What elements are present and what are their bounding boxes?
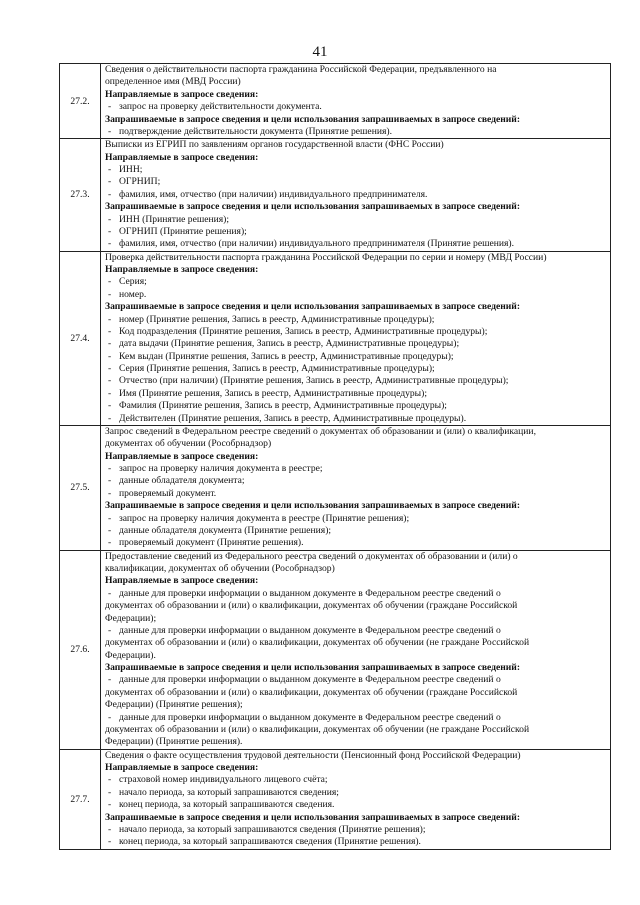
requested-header: Запрашиваемые в запросе сведения и цели использования запрашиваемых в запросе сведений: [105,811,521,823]
sent-item-text: номер. [119,288,147,300]
sent-item [105,637,607,649]
row-number: 27.2. [60,64,101,139]
row-title-line: Запрос сведений в Федеральном реестре сведений о документах об образовании и (или) о квалификации, [105,425,536,437]
row-title-line: Проверка действительности паспорта гражданина Российской Федерации по серии и номеру (МВД России) [105,251,547,263]
sent-item-text: ОГРНИП; [119,176,161,188]
sent-item [105,799,607,811]
sent-item [105,787,607,799]
requested-item [105,126,607,138]
bullet-dash: - [108,823,112,835]
requested-item-text: дата выдачи (Принятие решения, Запись в реестр, Административные процедуры); [119,338,460,350]
requested-item-text: Отчество (при наличии) (Принятие решения, Запись в реестр, Административные процедуры); [119,375,509,387]
bullet-dash: - [108,188,112,200]
sent-item [105,588,607,600]
sent-header: Направляемые в запросе сведения: [105,575,259,587]
row-number: 27.3. [60,139,101,251]
row-number: 27.5. [60,425,101,550]
requested-item-text: данные для проверки информации о выданном документе в Федеральном реестре сведений о [119,711,501,723]
bullet-dash: - [108,176,112,188]
requested-item [105,363,607,375]
requested-item-text: данные обладателя документа (Принятие решения); [119,524,332,536]
requested-item-text: ИНН (Принятие решения); [119,213,230,225]
bullet-dash: - [108,512,112,524]
requested-header: Запрашиваемые в запросе сведения и цели использования запрашиваемых в запросе сведений: [105,500,521,512]
row-number: 27.4. [60,251,101,425]
sent-item [105,650,607,662]
sent-item [105,101,607,113]
bullet-dash: - [108,711,112,723]
bullet-dash: - [108,836,112,848]
requested-item-text: начало периода, за который запрашиваются сведения (Принятие решения); [119,823,426,835]
requested-item-text: конец периода, за который запрашиваются сведения (Принятие решения). [119,836,421,848]
requested-item [105,824,607,836]
bullet-dash: - [108,375,112,387]
sent-item [105,164,607,176]
bullet-dash: - [108,799,112,811]
requested-item [105,525,607,537]
sent-item-text: Федерации); [105,612,157,624]
requested-item [105,238,607,250]
bullet-dash: - [108,225,112,237]
requested-item-text: Серия (Принятие решения, Запись в реестр, Административные процедуры); [119,363,435,374]
requested-item [105,338,607,350]
sent-item [105,189,607,201]
bullet-dash: - [108,400,112,412]
sent-item-text: данные обладателя документа; [119,475,245,487]
table-row [60,251,611,425]
sent-item [105,463,607,475]
requested-item [105,351,607,363]
bullet-dash: - [108,276,112,288]
requested-item-text: проверяемый документ (Принятие решения). [119,537,304,549]
requested-item [105,537,607,549]
row-title-line: документах об обучении (Рособрнадзор) [105,438,272,450]
bullet-dash: - [108,338,112,350]
sent-header: Направляемые в запросе сведения: [105,151,259,163]
row-content [101,550,611,749]
sent-item-text: Федерации). [105,649,156,661]
requested-item-text: Фамилия (Принятие решения, Запись в реестр, Административные процедуры); [119,400,447,412]
requested-item-text: Федерации) (Принятие решения); [105,699,243,711]
table-body [60,64,611,850]
requested-item-text: документах об образовании и (или) о квалификации, документах об обучении (не граждане Российской [105,723,530,735]
bullet-dash: - [108,674,112,686]
requested-item-text: документах об образовании и (или) о квалификации, документах об обучении (граждане Российской [105,686,518,698]
row-title-line: Сведения о действительности паспорта гражданина Российской Федерации, предъявленного на [105,64,497,75]
row-number: 27.6. [60,550,101,749]
requested-item [105,836,607,848]
bullet-dash: - [108,325,112,337]
services-table [59,63,611,850]
sent-item [105,176,607,188]
requested-item-text: Действителен (Принятие решения, Запись в реестр, Административные процедуры). [119,412,467,424]
requested-item-text: фамилия, имя, отчество (при наличии) индивидуального предпринимателя (Принятие решения). [119,238,514,250]
row-content [101,749,611,849]
sent-item-text: проверяемый документ. [119,487,217,499]
requested-item-text: Кем выдан (Принятие решения, Запись в реестр, Административные процедуры); [119,350,454,362]
requested-item-text: данные для проверки информации о выданном документе в Федеральном реестре сведений о [119,674,501,686]
sent-item [105,625,607,637]
requested-header: Запрашиваемые в запросе сведения и цели использования запрашиваемых в запросе сведений: [105,662,521,673]
sent-header: Направляемые в запросе сведения: [105,88,259,100]
sent-header: Направляемые в запросе сведения: [105,762,259,773]
table-row [60,550,611,749]
sent-item [105,475,607,487]
bullet-dash: - [108,288,112,300]
bullet-dash: - [108,786,112,798]
requested-item [105,214,607,226]
sent-item-text: начало периода, за который запрашиваются сведения; [119,786,339,798]
bullet-dash: - [108,387,112,399]
bullet-dash: - [108,213,112,225]
row-content [101,139,611,251]
sent-item [105,289,607,301]
requested-item [105,400,607,412]
requested-item [105,513,607,525]
bullet-dash: - [108,238,112,250]
requested-header: Запрашиваемые в запросе сведения и цели использования запрашиваемых в запросе сведений: [105,301,521,313]
bullet-dash: - [108,537,112,549]
row-title-line: Сведения о факте осуществления трудовой деятельности (Пенсионный фонд Российской Федерации) [105,749,521,761]
requested-item [105,226,607,238]
requested-header: Запрашиваемые в запросе сведения и цели использования запрашиваемых в запросе сведений: [105,113,521,125]
requested-item-text: номер (Принятие решения, Запись в реестр, Административные процедуры); [119,313,435,325]
sent-header: Направляемые в запросе сведения: [105,450,259,462]
requested-item [105,699,607,711]
bullet-dash: - [108,164,112,175]
table-row [60,139,611,251]
bullet-dash: - [108,624,112,636]
sent-item-text: конец периода, за который запрашиваются сведения. [119,799,335,811]
requested-item [105,736,607,748]
row-content [101,425,611,550]
bullet-dash: - [108,463,112,474]
requested-item [105,687,607,699]
bullet-dash: - [108,363,112,374]
row-title-line: квалификации, документах об обучении (Рособрнадзор) [105,563,335,574]
bullet-dash: - [108,125,112,137]
sent-item-text: Серия; [119,276,147,288]
requested-item-text: Имя (Принятие решения, Запись в реестр, Административные процедуры); [119,387,427,399]
row-content [101,251,611,425]
page-number: 41 [312,44,328,60]
bullet-dash: - [108,487,112,499]
sent-item [105,488,607,500]
row-number: 27.7. [60,749,101,849]
sent-header: Направляемые в запросе сведения: [105,264,259,275]
bullet-dash: - [108,774,112,786]
bullet-dash: - [108,350,112,362]
requested-item [105,375,607,387]
requested-item-text: ОГРНИП (Принятие решения); [119,225,247,237]
sent-item [105,774,607,786]
requested-item [105,674,607,686]
requested-item-text: Код подразделения (Принятие решения, Запись в реестр, Административные процедуры); [119,325,488,337]
bullet-dash: - [108,587,112,599]
requested-item-text: подтверждение действительности документа (Принятие решения). [119,125,392,137]
requested-item [105,314,607,326]
table-row [60,64,611,139]
requested-item-text: Федерации) (Принятие решения). [105,736,243,748]
requested-item [105,413,607,425]
sent-item-text: страховой номер индивидуального лицевого счёта; [119,774,328,786]
requested-item [105,712,607,724]
bullet-dash: - [108,475,112,487]
sent-item [105,276,607,288]
sent-item [105,600,607,612]
sent-item-text: фамилия, имя, отчество (при наличии) индивидуального предпринимателя. [119,188,428,200]
row-title-line: определенное имя (МВД России) [105,76,241,88]
requested-item-text: запрос на проверку наличия документа в реестре (Принятие решения); [119,512,410,524]
requested-item [105,724,607,736]
sent-item [105,613,607,625]
sent-item-text: ИНН; [119,164,143,175]
bullet-dash: - [108,313,112,325]
sent-item-text: документах об образовании и (или) о квалификации, документах об обучении (граждане Российской [105,600,518,612]
bullet-dash: - [108,524,112,536]
row-title-line: Предоставление сведений из Федерального реестра сведений о документах об образовании и (или) о [105,550,518,562]
sent-item-text: данные для проверки информации о выданном документе в Федеральном реестре сведений о [119,624,501,636]
sent-item-text: запрос на проверку наличия документа в реестре; [119,463,323,474]
sent-item-text: запрос на проверку действительности документа. [119,101,322,113]
requested-header: Запрашиваемые в запросе сведения и цели использования запрашиваемых в запросе сведений: [105,201,521,213]
table-row [60,749,611,849]
row-title-line: Выписки из ЕГРИП по заявлениям органов государственной власти (ФНС России) [105,139,444,151]
requested-item [105,388,607,400]
table-row [60,425,611,550]
sent-item-text: данные для проверки информации о выданном документе в Федеральном реестре сведений о [119,587,501,599]
row-content [101,64,611,139]
requested-item [105,326,607,338]
bullet-dash: - [108,101,112,113]
sent-item-text: документах об образовании и (или) о квалификации, документах об обучении (не граждане Российской [105,637,530,649]
bullet-dash: - [108,412,112,424]
